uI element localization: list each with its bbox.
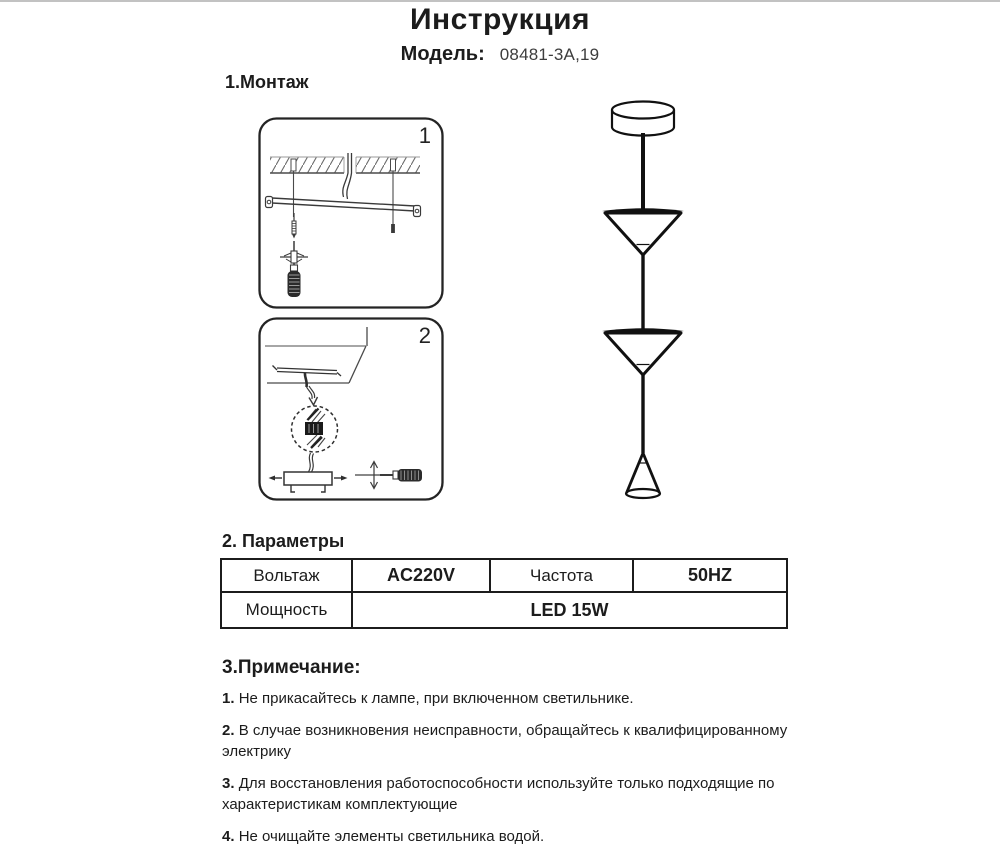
note-text: В случае возникновения неисправности, обращайтесь к квалифицированному [238, 722, 788, 739]
section-heading-notes: 3.Примечание: [222, 657, 361, 678]
mounting-step-2-diagram [258, 317, 444, 501]
note-number: 1. [222, 690, 235, 707]
power-value-cell: LED 15W [352, 592, 787, 628]
note-item-4 [222, 826, 822, 847]
model-row [0, 43, 1000, 66]
section-heading-montage: 1.Монтаж [225, 72, 309, 92]
note-text: Для восстановления работоспособности используйте только подходящие по [238, 775, 775, 792]
power-label-cell: Мощность [221, 592, 352, 628]
frequency-label-cell: Частота [490, 559, 633, 592]
pendant-lamp-drawing [573, 97, 713, 507]
note-number: 2. [222, 722, 235, 739]
frequency-value-cell: 50HZ [633, 559, 787, 592]
parameters-table [220, 558, 788, 629]
page-title: Инструкция [409, 3, 591, 36]
voltage-label-cell: Вольтаж [221, 559, 352, 592]
model-label: Модель: [400, 43, 485, 65]
note-text: характеристикам комплектующие [222, 796, 458, 813]
note-item-1 [222, 688, 822, 709]
wiring-connection-drawing [258, 317, 444, 501]
note-item-2 [222, 720, 822, 762]
step-number-1: 1 [418, 123, 431, 148]
step-number-2: 2 [418, 323, 431, 348]
note-text: Не прикасайтесь к лампе, при включенном светильнике. [238, 690, 634, 707]
table-row [221, 592, 787, 628]
note-text: электрику [222, 743, 291, 760]
pendant-lamp-diagram [573, 97, 713, 507]
ceiling-bracket-install-drawing [258, 117, 444, 309]
section-heading-parameters: 2. Параметры [222, 531, 345, 551]
mounting-step-1-diagram [258, 117, 444, 309]
model-value: 08481-3A,19 [499, 45, 600, 64]
note-number: 4. [222, 828, 235, 845]
voltage-value-cell: AC220V [352, 559, 490, 592]
table-row [221, 559, 787, 592]
note-item-3 [222, 773, 822, 815]
note-text: Не очищайте элементы светильника водой. [238, 828, 545, 845]
notes-list [222, 688, 822, 858]
note-number: 3. [222, 775, 235, 792]
